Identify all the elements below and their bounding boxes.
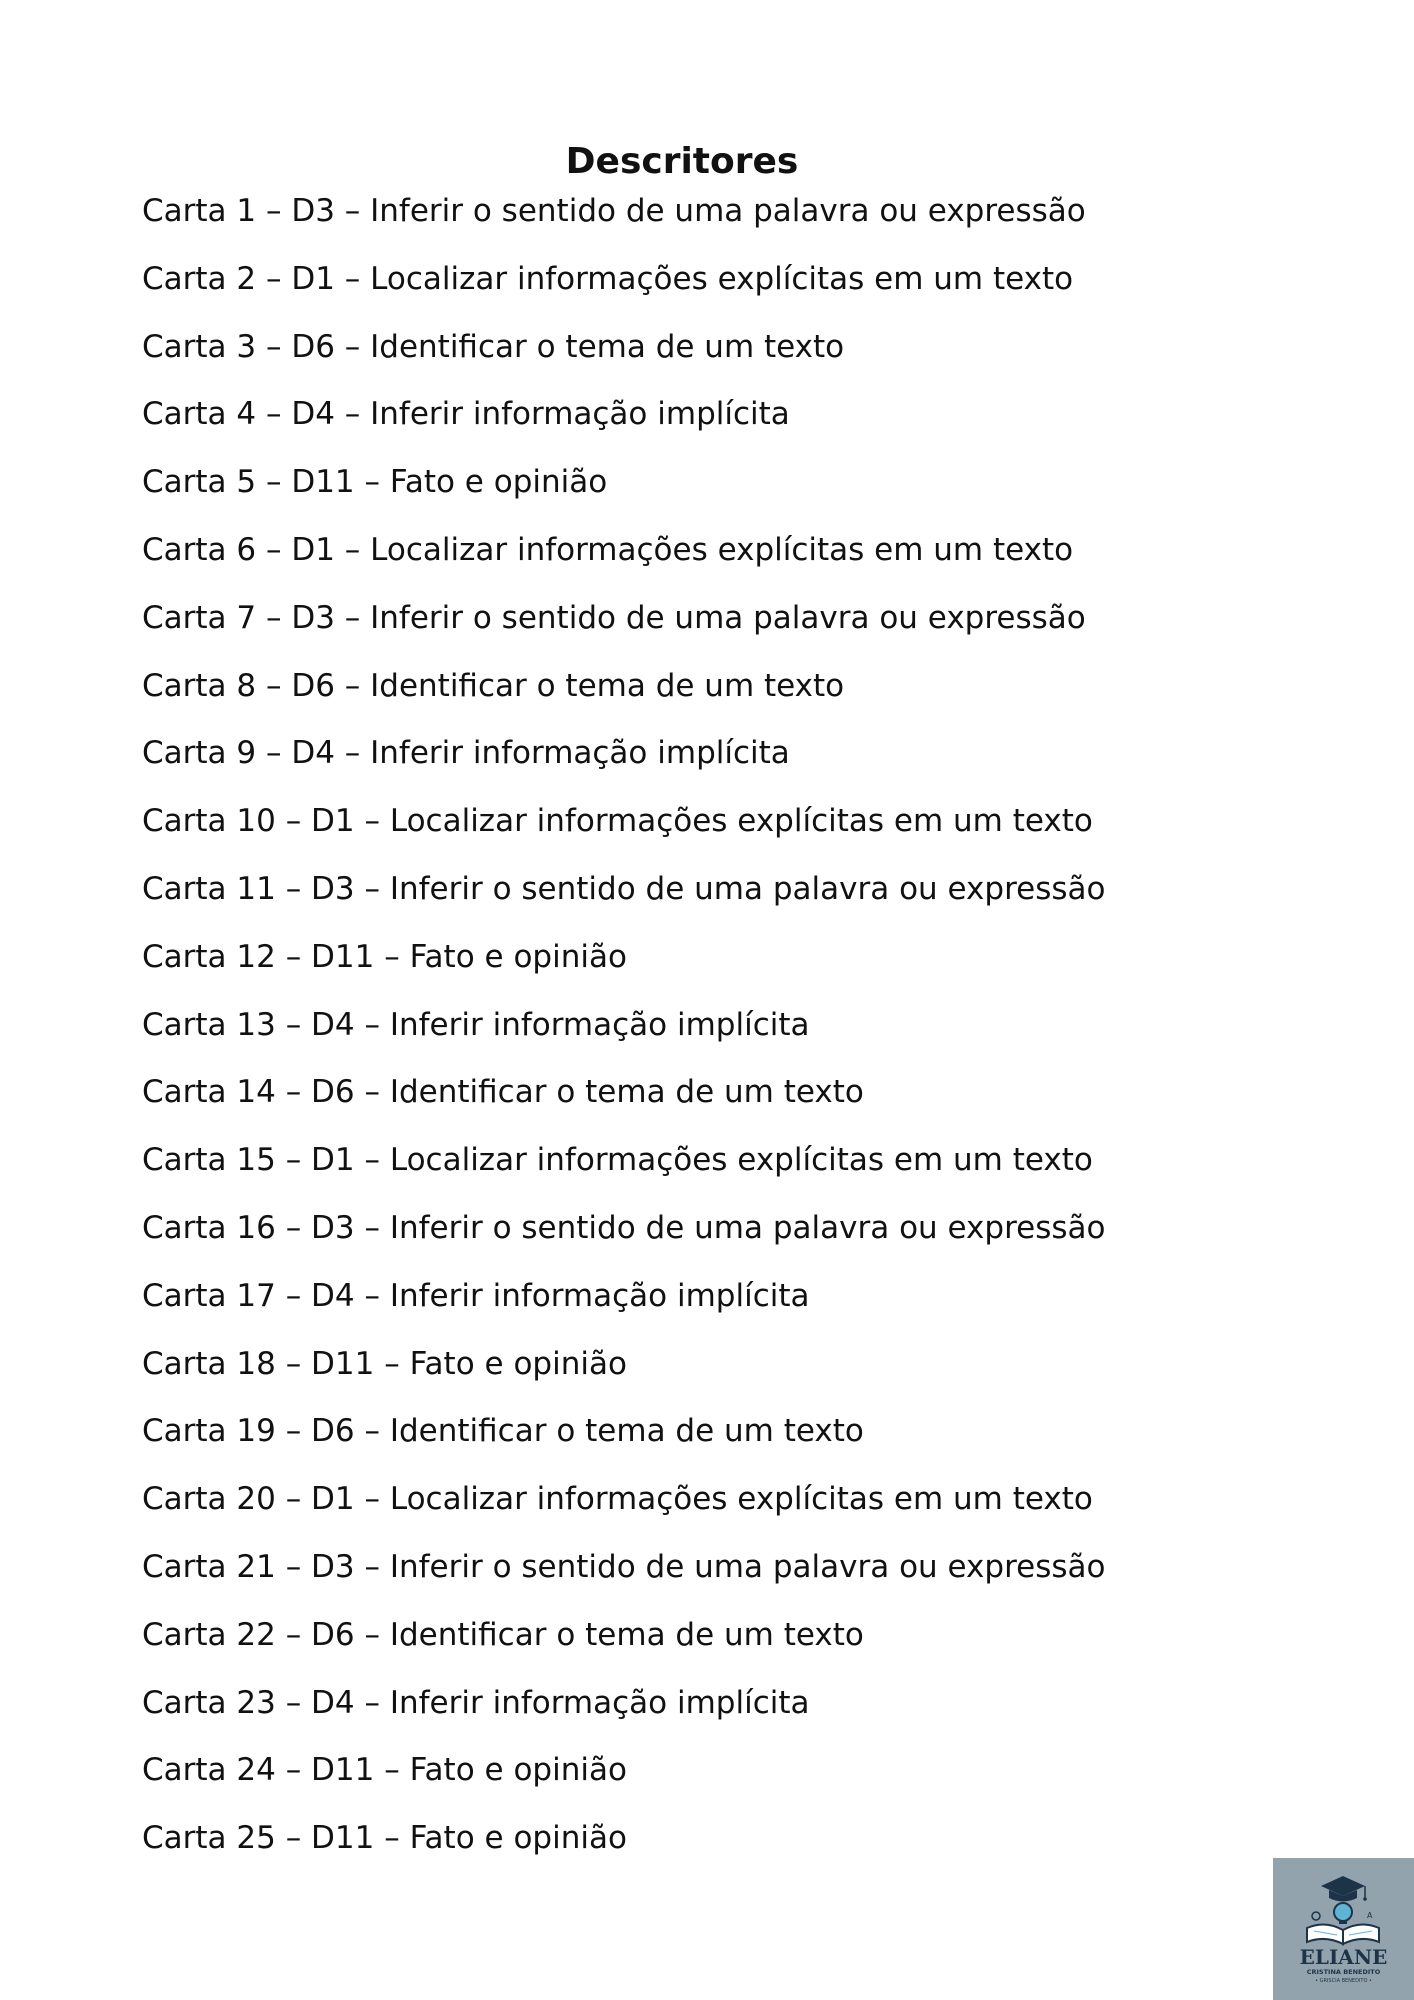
list-item: Carta 14 – D6 – Identificar o tema de um texto — [142, 1074, 864, 1111]
list-item: Carta 17 – D4 – Inferir informação implícita — [142, 1277, 810, 1314]
list-item: Carta 12 – D11 – Fato e opinião — [142, 938, 627, 975]
list-item: Carta 19 – D6 – Identificar o tema de um texto — [142, 1413, 864, 1450]
list-item: Carta 24 – D11 – Fato e opinião — [142, 1752, 627, 1789]
graduation-book-icon — [1273, 1858, 1414, 2000]
list-item: Carta 18 – D11 – Fato e opinião — [142, 1345, 627, 1382]
list-item: Carta 9 – D4 – Inferir informação implícita — [142, 735, 790, 772]
list-item: Carta 4 – D4 – Inferir informação implícita — [142, 396, 790, 433]
list-item: Carta 16 – D3 – Inferir o sentido de uma palavra ou expressão — [142, 1209, 1106, 1246]
list-item: Carta 7 – D3 – Inferir o sentido de uma palavra ou expressão — [142, 599, 1086, 636]
eliane-logo — [1273, 1858, 1414, 2000]
list-item: Carta 23 – D4 – Inferir informação implícita — [142, 1684, 810, 1721]
logo-line1: CRISTINA BENEDITO — [1306, 1968, 1381, 1976]
list-item: Carta 6 – D1 – Localizar informações explícitas em um texto — [142, 531, 1074, 568]
list-item: Carta 21 – D3 – Inferir o sentido de uma palavra ou expressão — [142, 1548, 1106, 1585]
logo-name: ELIANE — [1299, 1945, 1388, 1969]
page-title: Descritores — [565, 141, 799, 182]
logo-line2: • GRISCIA BENEDITO • — [1315, 1978, 1372, 1984]
list-item: Carta 25 – D11 – Fato e opinião — [142, 1820, 627, 1857]
list-item: Carta 2 – D1 – Localizar informações explícitas em um texto — [142, 260, 1074, 297]
list-item: Carta 13 – D4 – Inferir informação implícita — [142, 1006, 810, 1043]
list-item: Carta 1 – D3 – Inferir o sentido de uma palavra ou expressão — [142, 193, 1086, 229]
list-item: Carta 3 – D6 – Identificar o tema de um texto — [142, 328, 845, 365]
list-item: Carta 8 – D6 – Identificar o tema de um texto — [142, 667, 845, 704]
svg-text:A: A — [1367, 1911, 1373, 1920]
list-item: Carta 5 – D11 – Fato e opinião — [142, 464, 608, 501]
list-item: Carta 10 – D1 – Localizar informações explícitas em um texto — [142, 803, 1093, 840]
list-item: Carta 22 – D6 – Identificar o tema de um texto — [142, 1616, 864, 1653]
list-item: Carta 15 – D1 – Localizar informações explícitas em um texto — [142, 1142, 1093, 1179]
list-item: Carta 20 – D1 – Localizar informações explícitas em um texto — [142, 1481, 1093, 1518]
descriptor-list — [142, 186, 1105, 1881]
list-item: Carta 11 – D3 – Inferir o sentido de uma palavra ou expressão — [142, 870, 1106, 907]
